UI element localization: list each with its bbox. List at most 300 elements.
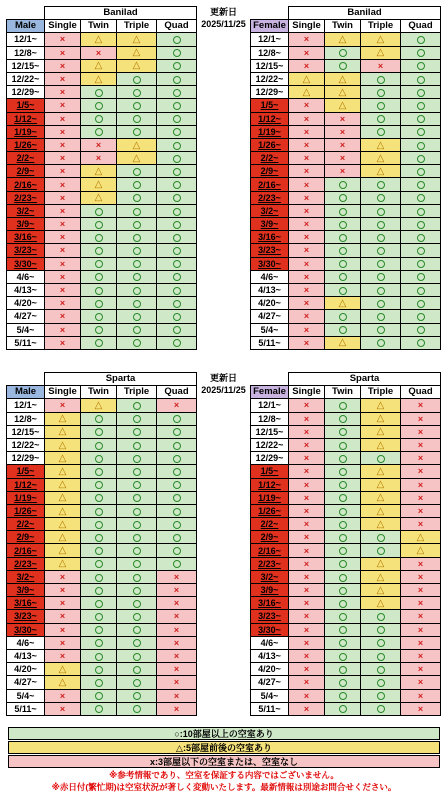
circle-icon <box>95 468 103 476</box>
circle-icon <box>339 574 347 582</box>
availability-cell-triple <box>361 636 401 649</box>
table-row <box>251 504 441 517</box>
cross-icon: × <box>303 219 310 230</box>
cross-icon: × <box>303 492 310 503</box>
availability-cell-triple <box>117 610 157 623</box>
week-date: 1/12~ <box>251 478 289 491</box>
circle-icon <box>95 442 103 450</box>
cross-icon: × <box>59 126 66 137</box>
table-row <box>251 636 441 649</box>
cross-icon: × <box>59 258 66 269</box>
cross-icon: × <box>303 611 310 622</box>
cross-icon: × <box>303 271 310 282</box>
availability-cell-triple <box>361 491 401 504</box>
table-row <box>7 610 197 623</box>
triangle-icon: △ <box>58 479 67 491</box>
availability-cell-triple <box>117 138 157 151</box>
table-row <box>7 231 197 244</box>
availability-cell-twin <box>81 465 117 478</box>
circle-icon <box>377 639 385 647</box>
table-row <box>7 86 197 99</box>
triangle-icon: △ <box>58 545 67 557</box>
cross-icon: × <box>59 192 66 203</box>
availability-cell-twin <box>81 518 117 531</box>
availability-table-sparta-female <box>250 372 441 716</box>
week-date: 5/4~ <box>7 689 45 702</box>
availability-cell-twin <box>81 570 117 583</box>
availability-cell-single <box>45 72 81 85</box>
circle-icon <box>95 692 103 700</box>
circle-icon <box>95 326 103 334</box>
title-blank <box>7 373 45 386</box>
availability-cell-twin <box>325 125 361 138</box>
update-date-top: 2025/11/25 <box>201 19 246 29</box>
availability-cell-quad <box>401 557 441 570</box>
cross-icon: × <box>59 690 66 701</box>
triangle-icon: △ <box>376 413 385 425</box>
availability-cell-triple <box>361 86 401 99</box>
cross-icon: × <box>59 100 66 111</box>
circle-icon <box>173 287 181 295</box>
table-row <box>7 178 197 191</box>
circle-icon <box>95 560 103 568</box>
table-row <box>251 702 441 715</box>
availability-cell-single <box>289 663 325 676</box>
availability-cell-single <box>289 544 325 557</box>
availability-table-banilad-female <box>250 6 441 350</box>
week-date: 1/5~ <box>251 465 289 478</box>
availability-cell-quad <box>157 557 197 570</box>
table-row <box>251 478 441 491</box>
table-row <box>251 178 441 191</box>
cross-icon: × <box>339 166 346 177</box>
availability-cell-single <box>45 544 81 557</box>
circle-icon <box>95 613 103 621</box>
week-date: 12/29~ <box>7 452 45 465</box>
availability-cell-single <box>289 112 325 125</box>
cross-icon: × <box>303 440 310 451</box>
column-header-quad: Quad <box>401 20 441 33</box>
week-date: 3/30~ <box>251 257 289 270</box>
week-date: 5/11~ <box>251 702 289 715</box>
availability-cell-quad <box>157 465 197 478</box>
column-header-single: Single <box>289 20 325 33</box>
availability-cell-single <box>289 689 325 702</box>
availability-cell-single <box>289 165 325 178</box>
availability-cell-twin <box>325 663 361 676</box>
circle-icon <box>95 234 103 242</box>
availability-cell-single <box>45 297 81 310</box>
circle-icon <box>173 234 181 242</box>
cross-icon: × <box>303 205 310 216</box>
availability-cell-twin <box>81 491 117 504</box>
availability-cell-twin <box>325 231 361 244</box>
cross-icon: × <box>59 298 66 309</box>
availability-cell-triple <box>361 244 401 257</box>
week-date: 2/23~ <box>251 191 289 204</box>
circle-icon <box>133 313 141 321</box>
week-date: 1/12~ <box>7 112 45 125</box>
column-header-quad: Quad <box>401 386 441 399</box>
availability-cell-twin <box>325 310 361 323</box>
circle-icon <box>377 260 385 268</box>
circle-icon <box>133 639 141 647</box>
cross-icon: × <box>303 47 310 58</box>
cross-icon: × <box>303 232 310 243</box>
circle-icon <box>133 273 141 281</box>
availability-cell-triple <box>361 689 401 702</box>
triangle-icon: △ <box>58 531 67 543</box>
week-date: 2/9~ <box>7 531 45 544</box>
circle-icon <box>95 221 103 229</box>
circle-icon <box>417 89 425 97</box>
availability-cell-single <box>45 597 81 610</box>
circle-icon <box>377 692 385 700</box>
cross-icon: × <box>303 664 310 675</box>
circle-icon <box>133 326 141 334</box>
cross-icon: × <box>59 598 66 609</box>
availability-cell-twin <box>81 336 117 349</box>
availability-cell-single <box>45 425 81 438</box>
availability-cell-twin <box>81 452 117 465</box>
availability-cell-twin <box>325 438 361 451</box>
cross-icon: × <box>303 324 310 335</box>
cross-icon: × <box>59 205 66 216</box>
availability-cell-twin <box>325 412 361 425</box>
availability-cell-single <box>45 438 81 451</box>
circle-icon <box>339 260 347 268</box>
cross-icon: × <box>95 153 102 164</box>
circle-icon <box>339 273 347 281</box>
triangle-icon: △ <box>94 34 103 46</box>
cross-icon: × <box>59 271 66 282</box>
table-row <box>251 412 441 425</box>
availability-cell-twin <box>81 178 117 191</box>
cross-icon: × <box>417 558 424 569</box>
week-date: 1/26~ <box>7 504 45 517</box>
availability-cell-single <box>289 518 325 531</box>
availability-cell-triple <box>117 438 157 451</box>
availability-cell-triple <box>361 99 401 112</box>
cross-icon: × <box>303 505 310 516</box>
availability-cell-twin <box>81 676 117 689</box>
circle-icon <box>95 89 103 97</box>
circle-icon <box>377 89 385 97</box>
circle-icon <box>133 547 141 555</box>
week-date: 1/19~ <box>7 125 45 138</box>
week-date: 12/29~ <box>251 452 289 465</box>
availability-cell-quad <box>157 257 197 270</box>
availability-cell-triple <box>117 504 157 517</box>
circle-icon <box>339 666 347 674</box>
week-date: 3/9~ <box>7 584 45 597</box>
circle-icon <box>133 653 141 661</box>
availability-cell-quad <box>157 178 197 191</box>
week-date: 12/15~ <box>251 59 289 72</box>
week-date: 12/22~ <box>251 438 289 451</box>
circle-icon <box>173 221 181 229</box>
availability-cell-single <box>289 570 325 583</box>
availability-cell-single <box>289 597 325 610</box>
availability-cell-single <box>289 231 325 244</box>
availability-cell-single <box>45 570 81 583</box>
availability-cell-quad <box>401 231 441 244</box>
cross-icon: × <box>59 400 66 411</box>
circle-icon <box>173 534 181 542</box>
circle-icon <box>377 273 385 281</box>
circle-icon <box>417 313 425 321</box>
availability-cell-quad <box>401 491 441 504</box>
column-header-triple: Triple <box>117 386 157 399</box>
availability-cell-quad <box>401 610 441 623</box>
availability-cell-quad <box>157 412 197 425</box>
availability-cell-twin <box>81 125 117 138</box>
table-row <box>251 191 441 204</box>
cross-icon: × <box>417 400 424 411</box>
circle-icon <box>173 115 181 123</box>
circle-icon <box>133 115 141 123</box>
availability-cell-twin <box>325 270 361 283</box>
availability-cell-single <box>289 218 325 231</box>
circle-icon <box>133 260 141 268</box>
triangle-icon: △ <box>376 139 385 151</box>
availability-cell-quad <box>157 152 197 165</box>
table-row <box>251 165 441 178</box>
table-row <box>7 425 197 438</box>
circle-icon <box>133 89 141 97</box>
week-date: 2/2~ <box>7 518 45 531</box>
circle-icon <box>95 287 103 295</box>
triangle-icon: △ <box>58 452 67 464</box>
week-date: 12/8~ <box>7 412 45 425</box>
availability-cell-twin <box>81 323 117 336</box>
availability-cell-single <box>289 138 325 151</box>
availability-cell-quad <box>401 283 441 296</box>
circle-icon <box>173 181 181 189</box>
circle-icon <box>417 300 425 308</box>
availability-cell-single <box>289 438 325 451</box>
availability-cell-twin <box>81 399 117 412</box>
circle-icon <box>173 89 181 97</box>
cross-icon: × <box>173 690 180 701</box>
availability-cell-single <box>45 452 81 465</box>
availability-cell-single <box>45 610 81 623</box>
availability-cell-quad <box>157 86 197 99</box>
availability-cell-triple <box>361 570 401 583</box>
cross-icon: × <box>377 60 384 71</box>
circle-icon <box>377 326 385 334</box>
cross-icon: × <box>303 113 310 124</box>
availability-cell-single <box>45 649 81 662</box>
table-row <box>7 478 197 491</box>
availability-cell-single <box>45 636 81 649</box>
week-date: 3/16~ <box>7 597 45 610</box>
table-row <box>7 165 197 178</box>
triangle-icon: △ <box>58 439 67 451</box>
table-row <box>7 244 197 257</box>
circle-icon <box>133 221 141 229</box>
availability-cell-quad <box>401 425 441 438</box>
circle-icon <box>95 653 103 661</box>
availability-cell-twin <box>325 165 361 178</box>
cross-icon: × <box>303 519 310 530</box>
table-row <box>7 138 197 151</box>
week-date: 2/23~ <box>7 557 45 570</box>
triangle-icon: △ <box>58 426 67 438</box>
availability-cell-single <box>45 491 81 504</box>
cross-icon: × <box>303 466 310 477</box>
circle-icon <box>173 260 181 268</box>
availability-cell-quad <box>401 204 441 217</box>
week-date: 12/15~ <box>7 425 45 438</box>
circle-icon <box>377 705 385 713</box>
availability-cell-triple <box>361 676 401 689</box>
table-row <box>7 689 197 702</box>
table-row <box>7 99 197 112</box>
circle-icon <box>417 194 425 202</box>
cross-icon: × <box>303 545 310 556</box>
circle-icon <box>417 234 425 242</box>
circle-icon <box>133 455 141 463</box>
availability-cell-twin <box>325 297 361 310</box>
week-date: 4/13~ <box>251 283 289 296</box>
week-date: 12/8~ <box>251 46 289 59</box>
circle-icon <box>377 128 385 136</box>
circle-icon <box>339 247 347 255</box>
cross-icon: × <box>303 598 310 609</box>
cross-icon: × <box>417 703 424 714</box>
circle-icon <box>133 442 141 450</box>
availability-cell-triple <box>361 702 401 715</box>
availability-cell-twin <box>81 649 117 662</box>
availability-cell-triple <box>361 649 401 662</box>
circle-icon <box>133 102 141 110</box>
availability-cell-triple <box>361 584 401 597</box>
availability-cell-single <box>289 204 325 217</box>
circle-icon <box>417 155 425 163</box>
circle-icon <box>95 273 103 281</box>
cross-icon: × <box>59 166 66 177</box>
availability-cell-single <box>45 204 81 217</box>
triangle-icon: △ <box>58 518 67 530</box>
availability-cell-quad <box>157 99 197 112</box>
week-date: 3/2~ <box>251 204 289 217</box>
week-date: 2/23~ <box>7 191 45 204</box>
triangle-icon: △ <box>376 466 385 478</box>
availability-cell-twin <box>81 438 117 451</box>
availability-cell-single <box>45 218 81 231</box>
cross-icon: × <box>303 258 310 269</box>
availability-cell-triple <box>361 112 401 125</box>
circle-icon <box>133 194 141 202</box>
circle-icon <box>377 679 385 687</box>
availability-cell-single <box>289 310 325 323</box>
availability-cell-quad <box>401 544 441 557</box>
availability-cell-triple <box>361 46 401 59</box>
week-date: 12/8~ <box>7 46 45 59</box>
availability-cell-twin <box>81 231 117 244</box>
circle-icon <box>339 415 347 423</box>
circle-icon <box>133 415 141 423</box>
circle-icon <box>377 234 385 242</box>
table-row <box>251 112 441 125</box>
cross-icon: × <box>417 426 424 437</box>
availability-cell-twin <box>81 218 117 231</box>
circle-icon <box>173 155 181 163</box>
week-date: 3/9~ <box>251 584 289 597</box>
availability-cell-single <box>289 46 325 59</box>
availability-cell-twin <box>325 504 361 517</box>
availability-cell-quad <box>401 152 441 165</box>
notes <box>8 769 440 793</box>
week-date: 3/30~ <box>251 623 289 636</box>
triangle-icon: △ <box>58 466 67 478</box>
table-row <box>7 452 197 465</box>
week-date: 2/16~ <box>7 544 45 557</box>
circle-icon <box>133 181 141 189</box>
week-date: 4/27~ <box>7 676 45 689</box>
circle-icon <box>173 326 181 334</box>
availability-cell-single <box>45 191 81 204</box>
availability-cell-twin <box>81 636 117 649</box>
circle-icon <box>133 613 141 621</box>
availability-cell-twin <box>325 257 361 270</box>
availability-cell-twin <box>325 46 361 59</box>
circle-icon <box>133 692 141 700</box>
table-row <box>251 218 441 231</box>
availability-cell-single <box>289 504 325 517</box>
circle-icon <box>173 208 181 216</box>
triangle-icon: △ <box>338 73 347 85</box>
cross-icon: × <box>417 677 424 688</box>
column-header-single: Single <box>45 20 81 33</box>
triangle-icon: △ <box>338 86 347 98</box>
circle-icon <box>339 639 347 647</box>
circle-icon <box>95 639 103 647</box>
circle-icon <box>339 194 347 202</box>
triangle-icon: △ <box>376 492 385 504</box>
circle-icon <box>133 76 141 84</box>
week-date: 3/23~ <box>251 244 289 257</box>
cross-icon: × <box>173 637 180 648</box>
week-date: 5/11~ <box>7 336 45 349</box>
circle-icon <box>173 521 181 529</box>
gender-header: Female <box>251 386 289 399</box>
circle-icon <box>95 587 103 595</box>
availability-cell-twin <box>325 478 361 491</box>
table-row <box>251 465 441 478</box>
cross-icon: × <box>173 677 180 688</box>
week-date: 3/23~ <box>251 610 289 623</box>
availability-cell-twin <box>325 465 361 478</box>
availability-cell-quad <box>157 46 197 59</box>
circle-icon <box>95 666 103 674</box>
availability-cell-twin <box>81 504 117 517</box>
availability-cell-quad <box>401 584 441 597</box>
circle-icon <box>173 142 181 150</box>
week-date: 1/19~ <box>7 491 45 504</box>
triangle-icon: △ <box>94 400 103 412</box>
availability-cell-triple <box>361 531 401 544</box>
cross-icon: × <box>303 703 310 714</box>
cross-icon: × <box>59 47 66 58</box>
circle-icon <box>133 128 141 136</box>
cross-icon: × <box>59 87 66 98</box>
circle-icon <box>377 455 385 463</box>
triangle-icon: △ <box>132 152 141 164</box>
cross-icon: × <box>59 337 66 348</box>
week-date: 4/6~ <box>7 270 45 283</box>
